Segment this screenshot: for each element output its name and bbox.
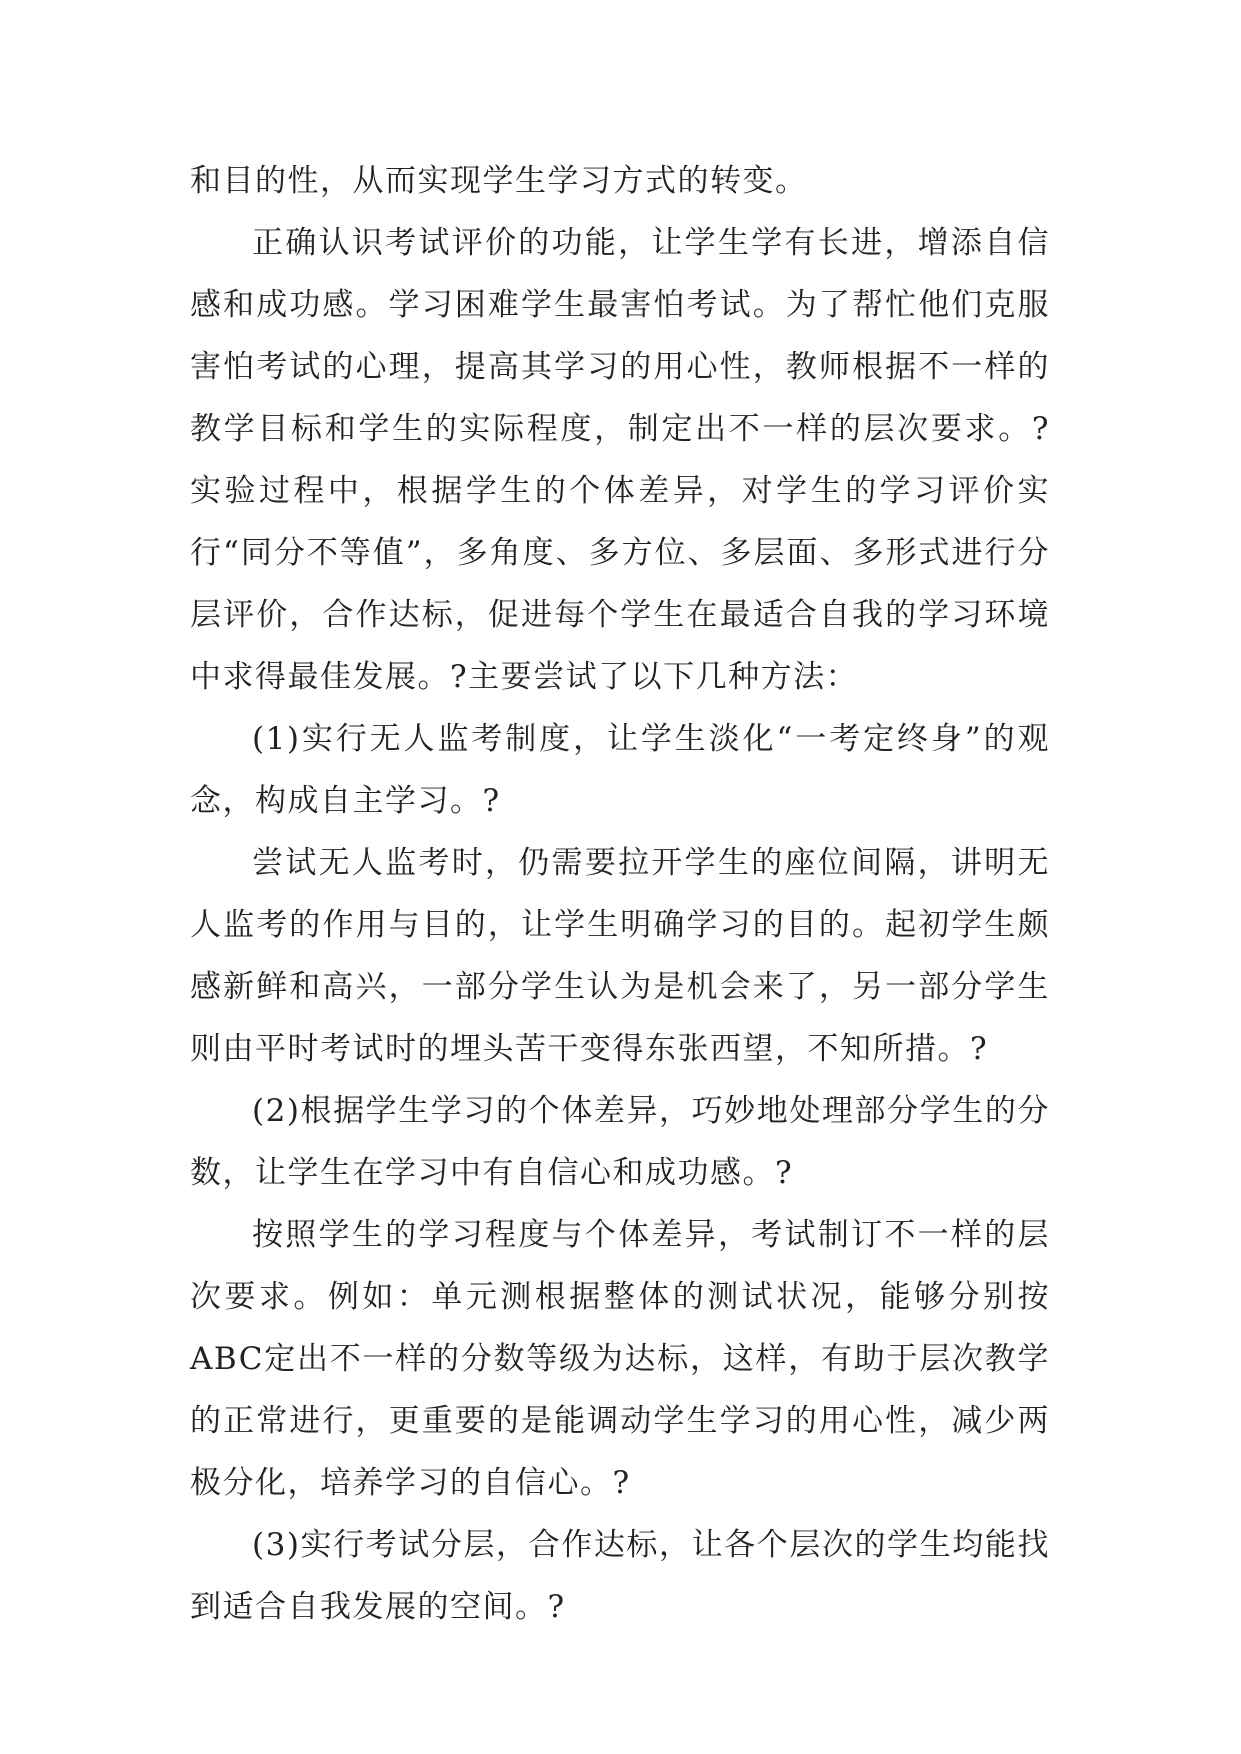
paragraph-exam-evaluation: 正确认识考试评价的功能，让学生学有长进，增添自信感和成功感。学习困难学生最害怕考试。为了帮忙他们克服害怕考试的心理，提高其学习的用心性，教师根据不一样的教学目标和学生的实际程度，制定出不一样的层次要求。?实验过程中，根据学生的个体差异，对学生的学习评价实行“同分不等值”，多角度、多方位、多层面、多形式进行分层评价，合作达标，促进每个学生在最适合自我的学习环境中求得最佳发展。?主要尝试了以下几种方法： [190, 225, 1050, 695]
document-body [190, 150, 1050, 1638]
paragraph-method-2-heading: (2)根据学生学习的个体差异，巧妙地处理部分学生的分数，让学生在学习中有自信心和成功感。? [190, 1093, 1050, 1191]
paragraph-continuation: 和目的性，从而实现学生学习方式的转变。 [190, 163, 808, 199]
paragraph-method-2-body: 按照学生的学习程度与个体差异，考试制订不一样的层次要求。例如：单元测根据整体的测试状况，能够分别按ABC定出不一样的分数等级为达标，这样，有助于层次教学的正常进行，更重要的是能调动学生学习的用心性，减少两极分化，培养学习的自信心。? [190, 1217, 1050, 1501]
paragraph-method-1-body: 尝试无人监考时，仍需要拉开学生的座位间隔，讲明无人监考的作用与目的，让学生明确学习的目的。起初学生颇感新鲜和高兴，一部分学生认为是机会来了，另一部分学生则由平时考试时的埋头苦干变得东张西望，不知所措。? [190, 845, 1050, 1067]
paragraph-method-1-heading: (1)实行无人监考制度，让学生淡化“一考定终身”的观念，构成自主学习。? [190, 721, 1050, 819]
paragraph-method-3-heading: (3)实行考试分层，合作达标，让各个层次的学生均能找到适合自我发展的空间。? [190, 1527, 1050, 1625]
